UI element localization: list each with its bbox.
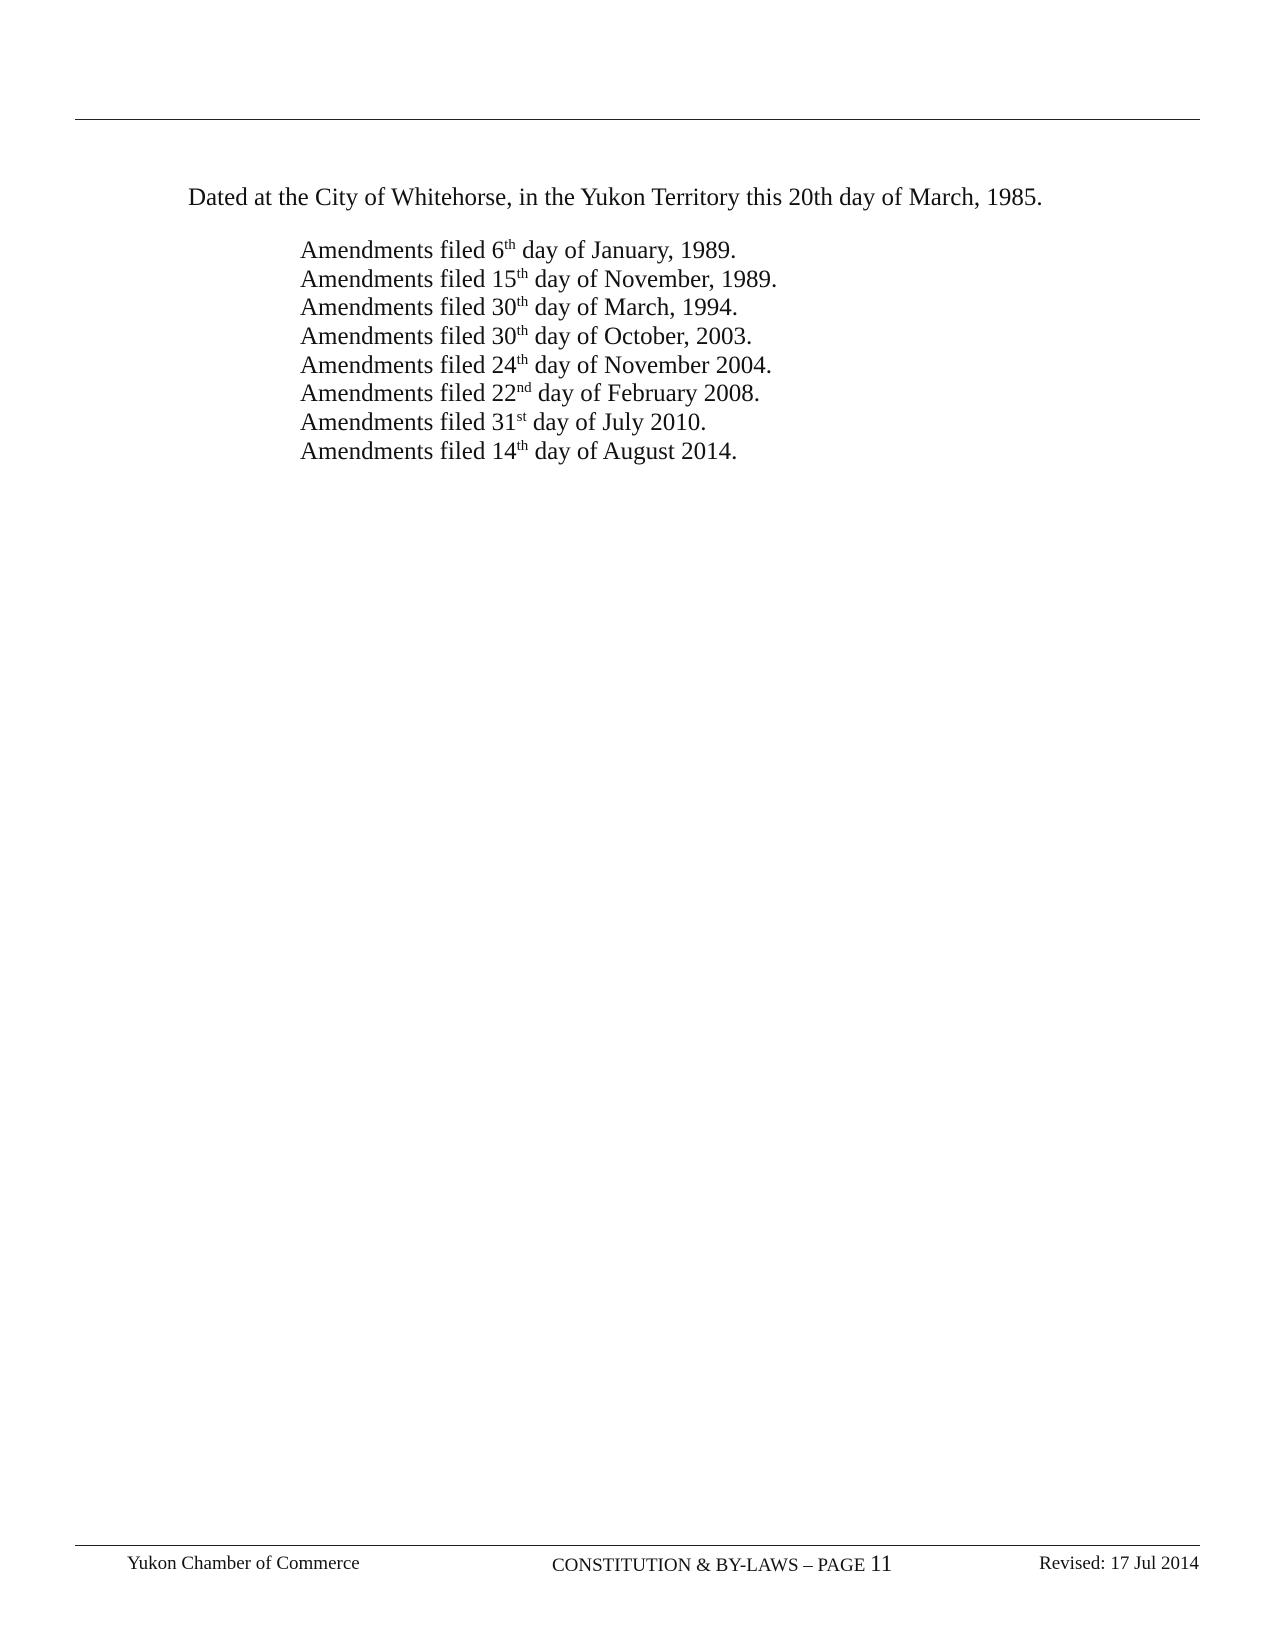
amendment-date: day of July 2010. (526, 409, 707, 437)
amendment-item (300, 323, 777, 352)
amendment-date: day of August 2014. (528, 437, 738, 465)
amendment-item (300, 294, 777, 323)
amendment-prefix: Amendments filed 30 (300, 294, 517, 322)
amendment-date: day of March, 1994. (528, 294, 738, 322)
footer-divider (75, 1545, 1200, 1546)
ordinal-suffix: th (516, 323, 529, 340)
amendment-prefix: Amendments filed 6 (300, 237, 505, 264)
amendment-item (300, 352, 777, 381)
amendment-prefix: Amendments filed 31 (300, 409, 517, 437)
amendment-date: day of February 2008. (531, 380, 761, 408)
dated-statement: Dated at the City of Whitehorse, in the Yukon Territory this 20th day of March, 1985. (188, 184, 1043, 211)
amendment-prefix: Amendments filed 24 (300, 351, 517, 379)
ordinal-suffix: st (516, 409, 527, 426)
amendment-prefix: Amendments filed 15 (300, 265, 517, 293)
amendment-prefix: Amendments filed 30 (300, 323, 517, 351)
amendment-date: day of November, 1989. (528, 265, 778, 293)
page-number: 11 (870, 1551, 893, 1576)
amendment-prefix: Amendments filed 14 (300, 437, 517, 465)
amendment-item (300, 237, 777, 266)
ordinal-suffix: th (516, 265, 529, 282)
amendment-item (300, 266, 777, 295)
ordinal-suffix: th (504, 237, 516, 253)
amendment-date: day of January, 1989. (515, 237, 737, 264)
ordinal-suffix: th (516, 437, 529, 454)
amendment-item (300, 438, 777, 467)
header-divider (75, 119, 1200, 120)
amendment-item (300, 409, 777, 438)
ordinal-suffix: th (516, 294, 529, 311)
footer-document-title: CONSTITUTION & BY-LAWS – PAGE (552, 1555, 871, 1576)
ordinal-suffix: nd (516, 380, 532, 397)
amendments-list (300, 237, 777, 467)
amendment-item (300, 380, 777, 409)
amendment-date: day of October, 2003. (528, 323, 753, 351)
footer-document-label (552, 1550, 892, 1580)
amendment-prefix: Amendments filed 22 (300, 380, 517, 408)
amendment-date: day of November 2004. (528, 351, 773, 379)
footer-organization: Yukon Chamber of Commerce (127, 1553, 360, 1574)
footer-revised-date: Revised: 17 Jul 2014 (1039, 1553, 1199, 1574)
ordinal-suffix: th (516, 351, 529, 368)
